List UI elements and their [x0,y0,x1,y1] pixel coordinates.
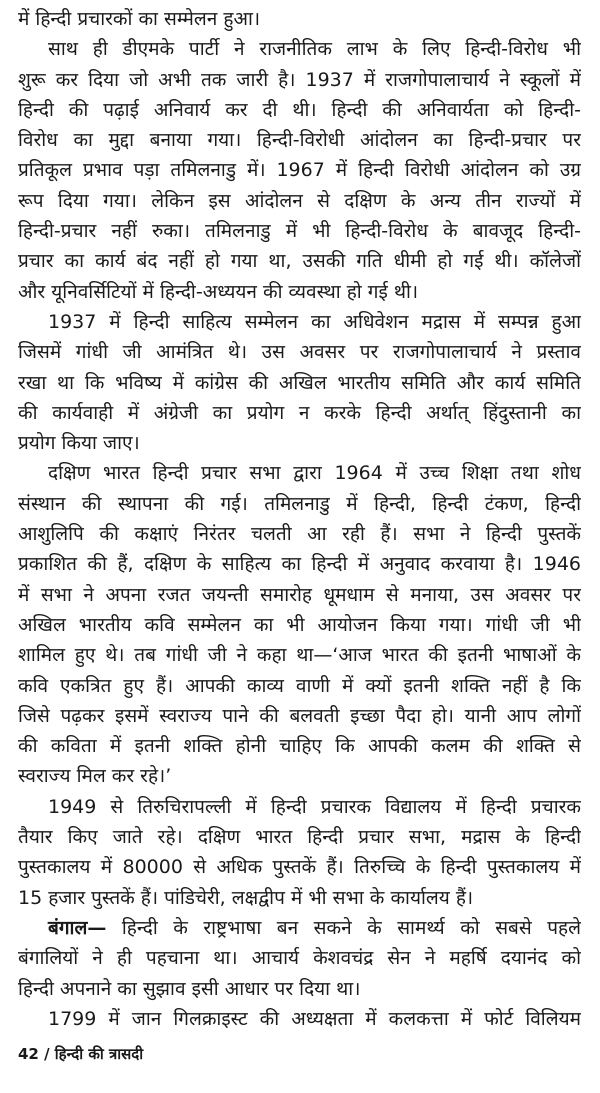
text-line: हिन्दी की पढ़ाई अनिवार्य कर दी थी। हिन्दी की अनिवार्यता को हिन्दी- [18,98,581,121]
text-line: रखा था कि भविष्य में कांग्रेस की अखिल भारतीय समिति और कार्य समिति [18,371,581,394]
text-line: प्रकाशित की हैं, दक्षिण के साहित्य का हिन्दी में अनुवाद करवाया है। 1946 [18,553,581,576]
text-line [18,913,581,943]
page-footer: 42 / हिन्दी की त्रासदी [18,1045,144,1063]
paragraph [18,4,581,34]
text-line: शुरू कर दिया जो अभी तक जारी है। 1937 में राजगोपालाचार्य ने स्कूलों में [18,68,581,91]
text-line: बंगालियों ने ही पहचाना था। आचार्य केशवचंद्र सेन ने महर्षि दयानंद को [18,947,581,970]
text-line: और यूनिवर्सिटियों में हिन्दी-अध्ययन की व्यवस्था हो गई थी। [18,280,419,303]
paragraph [18,913,581,1004]
text-line: पुस्तकालय में 80000 से अधिक पुस्तकें हैं। तिरुच्चि के हिन्दी पुस्तकालय में [18,856,581,879]
text-line: 1937 में हिन्दी साहित्य सम्मेलन का अधिवेशन मद्रास में सम्पन्न हुआ [48,310,581,333]
text-line: आशुलिपि की कक्षाएं निरंतर चलती आ रही हैं। सभा ने हिन्दी पुस्तकें [18,523,581,546]
text-line: हिन्दी-प्रचार नहीं रुका। तमिलनाडु में भी हिन्दी-विरोध के बावजूद हिन्दी- [18,220,581,243]
page-body [18,4,581,1034]
text-line: प्रचार का कार्य बंद नहीं हो गया था, उसकी गति धीमी हो गई थी। कॉलेजों [18,250,581,273]
text-line: में सभा ने अपना रजत जयन्ती समारोह धूमधाम से मनाया, उस अवसर पर [18,583,581,606]
text-line: संस्थान की स्थापना की गई। तमिलनाडु में हिन्दी, हिन्दी टंकण, हिन्दी [18,492,581,515]
text-line: शामिल हुए थे। तब गांधी जी ने कहा था—‘आज भारत की इतनी भाषाओं के [18,644,581,667]
text-line: तैयार किए जाते रहे। दक्षिण भारत हिन्दी प्रचार सभा, मद्रास के हिन्दी [18,826,581,849]
text-line-content: हिन्दी के राष्ट्रभाषा बन सकने के सामर्थ्य को सबसे पहले [106,916,581,939]
text-line: विरोध का मुद्दा बनाया गया। हिन्दी-विरोधी आंदोलन का हिन्दी-प्रचार पर [18,129,581,152]
paragraph [18,1004,581,1034]
text-line: की कार्यवाही में अंग्रेजी का प्रयोग न करके हिन्दी अर्थात् हिंदुस्तानी का [18,401,581,424]
text-line: हिन्दी अपनाने का सुझाव इसी आधार पर दिया था। [18,977,361,1000]
paragraph [18,34,581,307]
paragraph [18,307,581,458]
text-line: साथ ही डीएमके पार्टी ने राजनीतिक लाभ के लिए हिन्दी-विरोध भी [48,38,581,61]
text-line: जिसे पढ़कर इसमें स्वराज्य पाने की बलवती इच्छा पैदा हो। यानी आप लोगों [18,704,581,727]
text-line: 1799 में जान गिलक्राइस्ट की अध्यक्षता में कलकत्ता में फोर्ट विलियम [48,1007,581,1030]
text-line: प्रयोग किया जाए। [18,432,140,455]
text-line: 1949 से तिरुचिरापल्ली में हिन्दी प्रचारक विद्यालय में हिन्दी प्रचारक [48,795,581,818]
text-line: की कविता में इतनी शक्ति होनी चाहिए कि आपकी कलम की शक्ति से [18,735,581,758]
text-line: स्वराज्य मिल कर रहे।’ [18,765,172,788]
text-line: दक्षिण भारत हिन्दी प्रचार सभा द्वारा 1964 में उच्च शिक्षा तथा शोध [48,462,581,485]
text-line: में हिन्दी प्रचारकों का सम्मेलन हुआ। [18,8,261,30]
text-line: 15 हजार पुस्तकें हैं। पांडिचेरी, लक्षद्वीप में भी सभा के कार्यालय हैं। [18,886,474,909]
section-lead: बंगाल— [48,916,107,939]
text-line: जिसमें गांधी जी आमंत्रित थे। उस अवसर पर राजगोपालाचार्य ने प्रस्ताव [18,341,581,364]
paragraph [18,792,581,913]
paragraph [18,458,581,791]
text-line: प्रतिकूल प्रभाव पड़ा तमिलनाडु में। 1967 में हिन्दी विरोधी आंदोलन को उग्र [18,159,581,182]
text-line: रूप दिया गया। लेकिन इस आंदोलन से दक्षिण के अन्य तीन राज्यों में [18,189,581,212]
text-line: अखिल भारतीय कवि सम्मेलन का भी आयोजन किया गया। गांधी जी भी [18,613,581,636]
text-line: कवि एकत्रित हुए हैं। आपकी काव्य वाणी में क्यों इतनी शक्ति नहीं है कि [18,674,581,697]
